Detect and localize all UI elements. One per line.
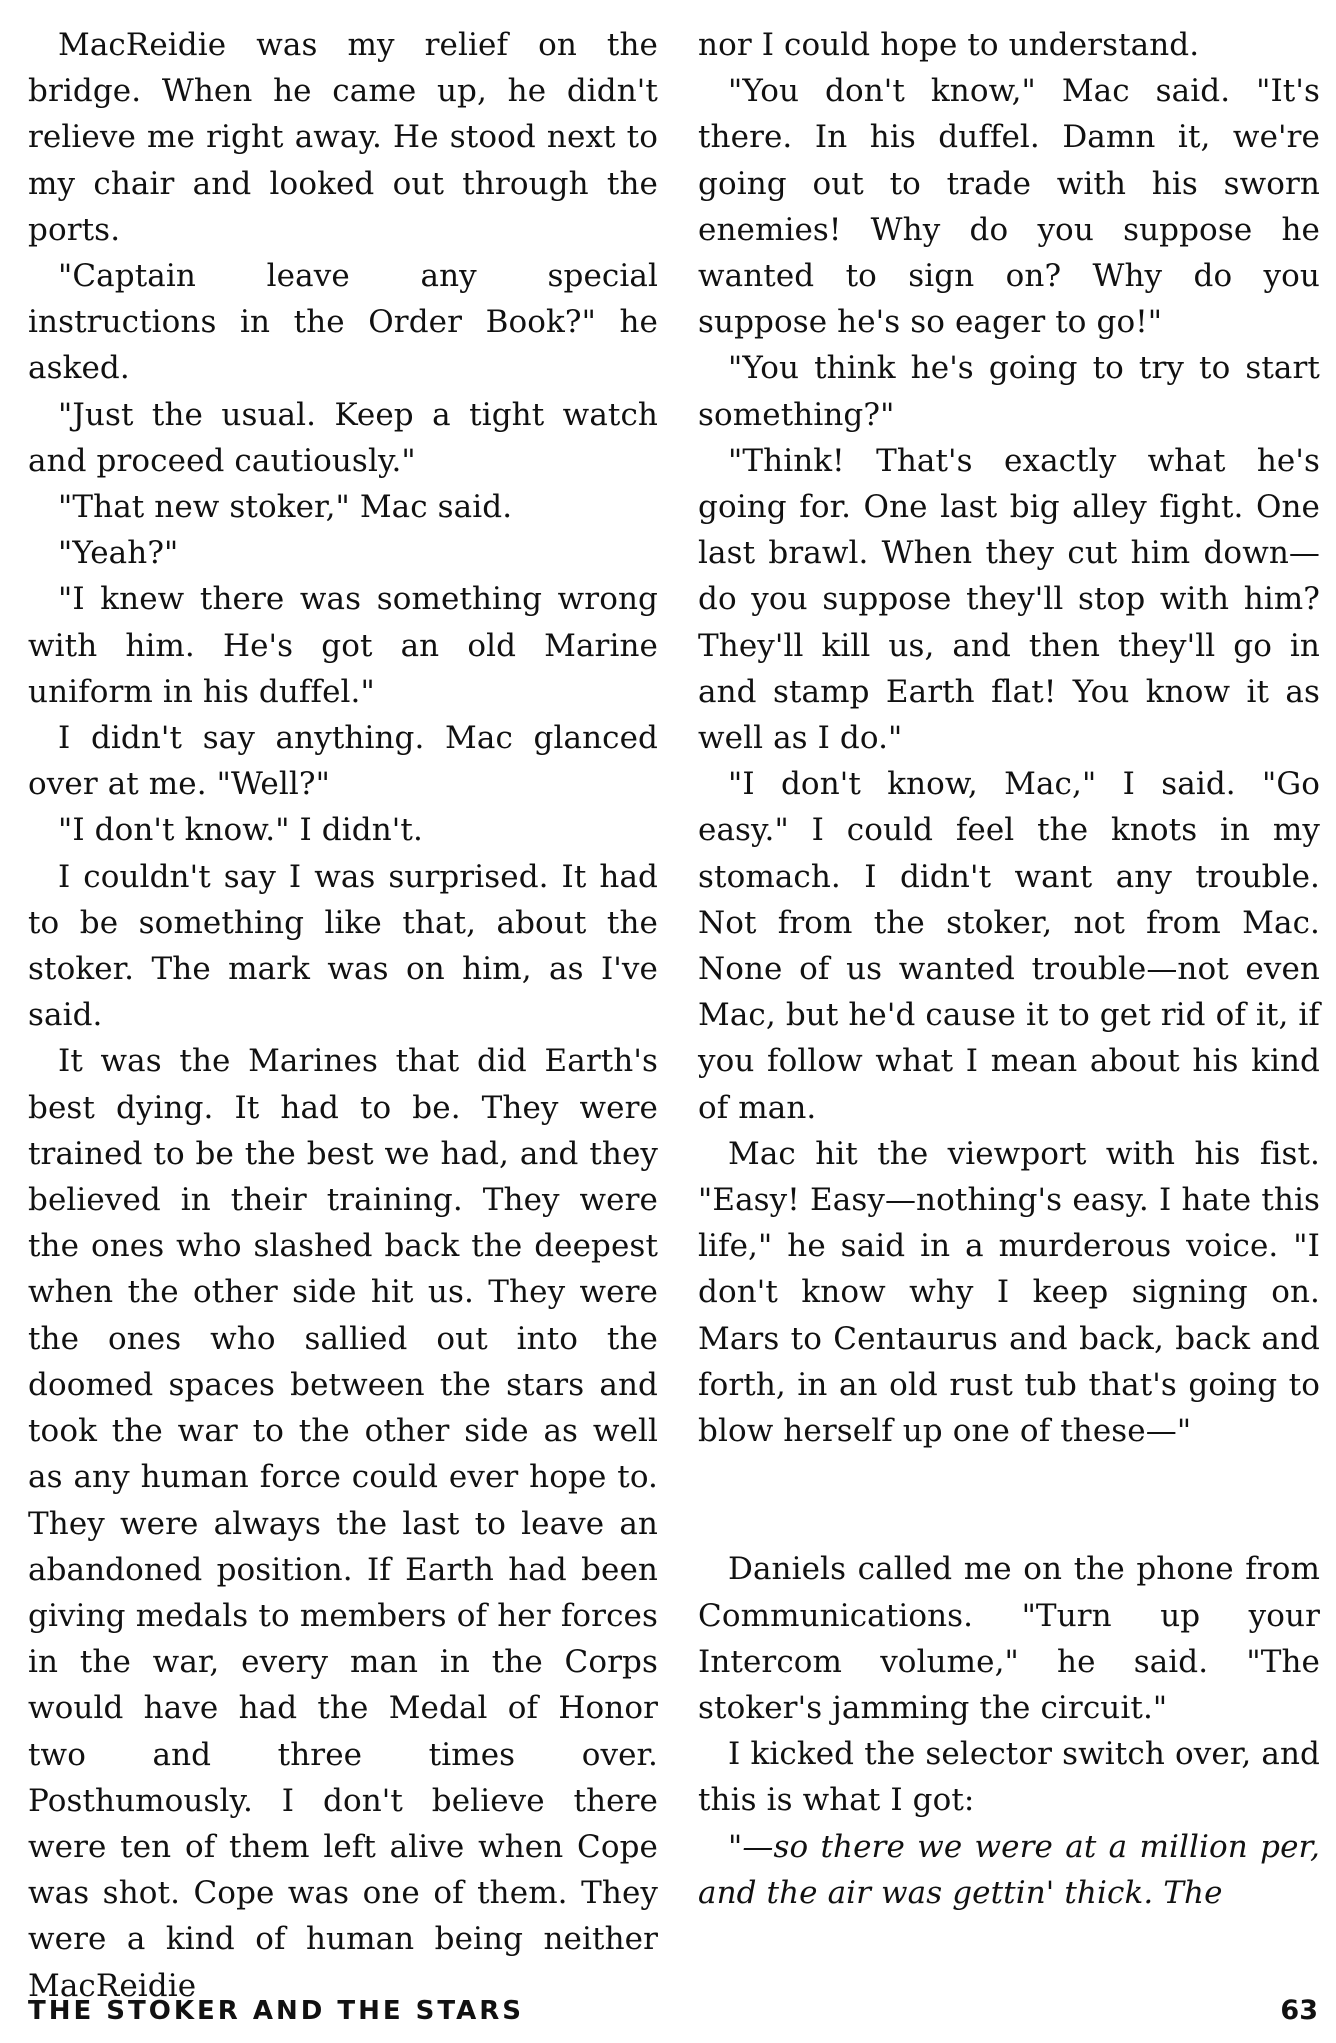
paragraph: I couldn't say I was surprised. It had to be something like that, about the stoker. The mark was on him, as I've said. [28, 858, 658, 1034]
page-footer [28, 1995, 1318, 2035]
paragraph: "Just the usual. Keep a tight watch and proceed cautiously." [28, 396, 658, 479]
paragraph: Daniels called me on the phone from Communications. "Turn up your Intercom volume," he said. "The stoker's jamming the circuit." [698, 1551, 1320, 1726]
left-column [28, 22, 658, 2009]
paragraph: "You don't know," Mac said. "It's there. In his duffel. Damn it, we're going out to trade with his sworn enemies! Why do you suppose he wanted to sign on? Why do you suppose he's so eager to go!" [698, 73, 1320, 341]
paragraph: "Yeah?" [58, 535, 179, 572]
right-column [698, 22, 1320, 1916]
italic-quote-line: "—so there we were at a million per, and the air was gettin' thick. The [698, 1828, 1320, 1911]
paragraph: MacReidie was my relief on the bridge. When he came up, he didn't relieve me right away. He stood next to my chair and looked out through the ports. [28, 27, 658, 248]
paragraph: I didn't say anything. Mac glanced over at me. "Well?" [28, 720, 658, 803]
paragraph: It was the Marines that did Earth's best dying. It had to be. They were trained to be the best we had, and they believed in their training. They were the ones who slashed back the deepest when the other side hit us. They were the ones who sallied out into the doomed spaces between the stars and took the war to the other side as well as any human force could ever hope to. They were always the last to leave an abandoned position. If Earth had been giving medals to members of her forces in the war, every man in the Corps would have had the Medal of Honor two and three times over. Posthumously. I don't believe there were ten of them left alive when Cope was shot. Cope was one of them. They were a kind of human being neither MacReidie [28, 1043, 658, 2004]
paragraph: "I don't know." I didn't. [58, 812, 423, 849]
paragraph: "Captain leave any special instructions in the Order Book?" he asked. [28, 258, 658, 387]
paragraph: "I don't know, Mac," I said. "Go easy." I could feel the knots in my stomach. I didn't want any trouble. Not from the stoker, not from Mac. None of us wanted trouble—not even Mac, but he'd cause it to get rid of it, if you follow what I mean about his kind of man. [698, 766, 1320, 1126]
paragraph: Mac hit the viewport with his fist. "Easy! Easy—nothing's easy. I hate this life," he said in a murderous voice. "I don't know why I keep signing on. Mars to Centaurus and back, back and forth, in an old rust tub that's going to blow herself up one of these—" [698, 1135, 1320, 1450]
page-number: 63 [1280, 1995, 1318, 2026]
paragraph: "That new stoker," Mac said. [58, 489, 513, 526]
paragraph: "You think he's going to try to start something?" [698, 350, 1320, 433]
paragraph: I kicked the selector switch over, and this is what I got: [698, 1736, 1320, 1819]
paragraph: "Think! That's exactly what he's going for. One last big alley fight. One last brawl. When they cut him down—do you suppose they'll stop with him? They'll kill us, and then they'll go in and stamp Earth flat! You know it as well as I do." [698, 442, 1320, 757]
paragraph: "I knew there was something wrong with him. He's got an old Marine uniform in his duffel." [28, 581, 658, 710]
running-title: THE STOKER AND THE STARS [28, 1996, 524, 2026]
paragraph-continuation: nor I could hope to understand. [698, 27, 1200, 63]
